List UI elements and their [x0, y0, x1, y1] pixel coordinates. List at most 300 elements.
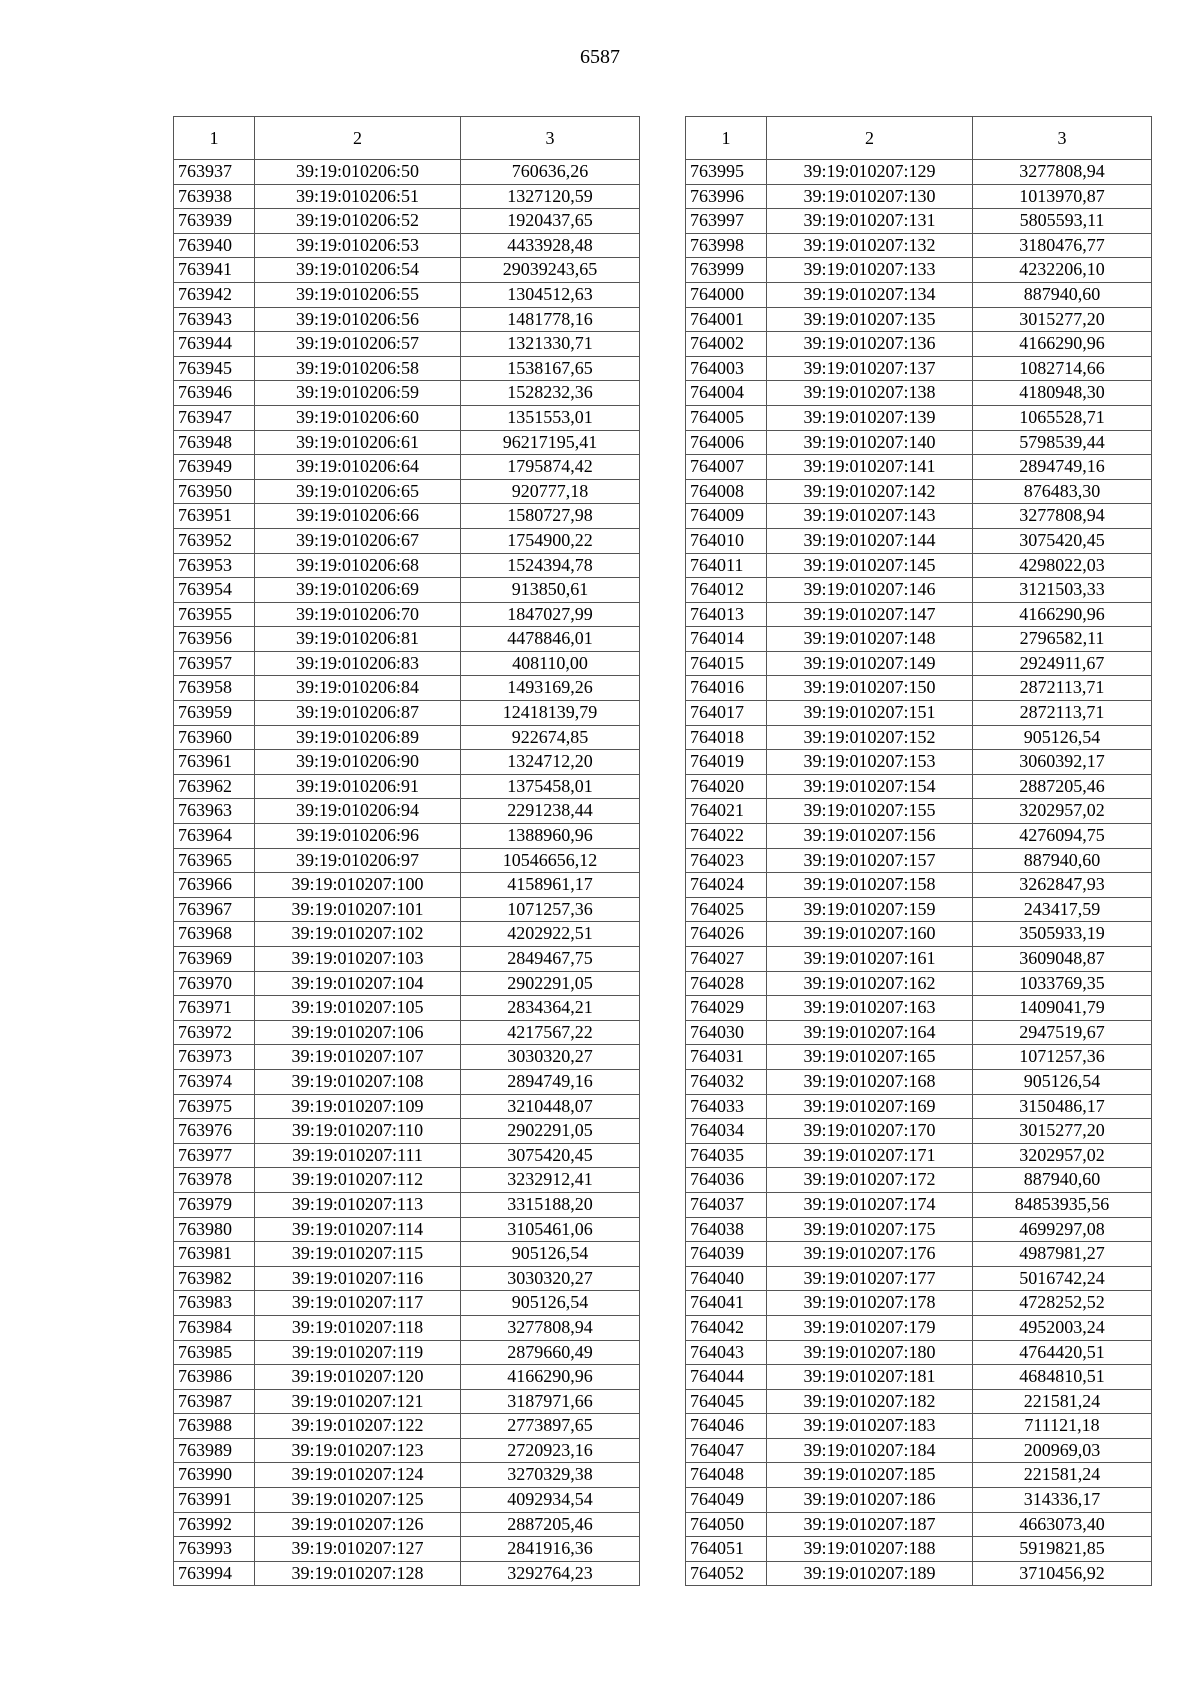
- row-number-cell: 764013: [686, 602, 767, 627]
- value-cell: 1754900,22: [461, 528, 640, 553]
- table-row: [686, 848, 1152, 873]
- row-number-cell: 763984: [174, 1315, 255, 1340]
- value-cell: 3505933,19: [973, 922, 1152, 947]
- cadastral-number-cell: 39:19:010207:156: [767, 824, 973, 849]
- row-number-cell: 764004: [686, 381, 767, 406]
- value-cell: 887940,60: [973, 848, 1152, 873]
- cadastral-number-cell: 39:19:010207:126: [255, 1512, 461, 1537]
- value-cell: 920777,18: [461, 479, 640, 504]
- table-row: [686, 1463, 1152, 1488]
- row-number-cell: 764030: [686, 1020, 767, 1045]
- cadastral-number-cell: 39:19:010207:117: [255, 1291, 461, 1316]
- row-number-cell: 763948: [174, 430, 255, 455]
- cadastral-number-cell: 39:19:010207:165: [767, 1045, 973, 1070]
- table-row: [174, 282, 640, 307]
- cadastral-number-cell: 39:19:010206:89: [255, 725, 461, 750]
- value-cell: 2834364,21: [461, 996, 640, 1021]
- table-row: [686, 307, 1152, 332]
- value-cell: 711121,18: [973, 1414, 1152, 1439]
- row-number-cell: 764045: [686, 1389, 767, 1414]
- row-number-cell: 763965: [174, 848, 255, 873]
- table-row: [686, 504, 1152, 529]
- value-cell: 1304512,63: [461, 282, 640, 307]
- cadastral-number-cell: 39:19:010207:110: [255, 1119, 461, 1144]
- table-row: [174, 1217, 640, 1242]
- cadastral-number-cell: 39:19:010206:90: [255, 750, 461, 775]
- value-cell: 3150486,17: [973, 1094, 1152, 1119]
- cadastral-number-cell: 39:19:010207:178: [767, 1291, 973, 1316]
- row-number-cell: 764012: [686, 578, 767, 603]
- cadastral-number-cell: 39:19:010207:129: [767, 160, 973, 185]
- value-cell: 4166290,96: [973, 602, 1152, 627]
- value-cell: 2887205,46: [461, 1512, 640, 1537]
- value-cell: 2841916,36: [461, 1537, 640, 1562]
- table-row: [686, 1143, 1152, 1168]
- cadastral-number-cell: 39:19:010207:154: [767, 774, 973, 799]
- table-row: [686, 1020, 1152, 1045]
- cadastral-number-cell: 39:19:010206:61: [255, 430, 461, 455]
- table-row: [686, 651, 1152, 676]
- table-row: [686, 1389, 1152, 1414]
- table-row: [686, 1168, 1152, 1193]
- table-row: [686, 1192, 1152, 1217]
- value-cell: 905126,54: [461, 1291, 640, 1316]
- cadastral-number-cell: 39:19:010207:179: [767, 1315, 973, 1340]
- row-number-cell: 763989: [174, 1438, 255, 1463]
- row-number-cell: 764039: [686, 1242, 767, 1267]
- row-number-cell: 763960: [174, 725, 255, 750]
- cadastral-number-cell: 39:19:010206:55: [255, 282, 461, 307]
- table-row: [686, 996, 1152, 1021]
- value-cell: 84853935,56: [973, 1192, 1152, 1217]
- value-cell: 1375458,01: [461, 774, 640, 799]
- cadastral-number-cell: 39:19:010207:144: [767, 528, 973, 553]
- table-row: [174, 799, 640, 824]
- row-number-cell: 763979: [174, 1192, 255, 1217]
- value-cell: 913850,61: [461, 578, 640, 603]
- value-cell: 4663073,40: [973, 1512, 1152, 1537]
- cadastral-number-cell: 39:19:010207:169: [767, 1094, 973, 1119]
- table-row: [174, 848, 640, 873]
- table-row: [174, 1438, 640, 1463]
- cadastral-number-cell: 39:19:010206:51: [255, 184, 461, 209]
- value-cell: 876483,30: [973, 479, 1152, 504]
- value-cell: 3121503,33: [973, 578, 1152, 603]
- value-cell: 4166290,96: [973, 332, 1152, 357]
- table-row: [174, 824, 640, 849]
- cadastral-number-cell: 39:19:010206:94: [255, 799, 461, 824]
- row-number-cell: 764006: [686, 430, 767, 455]
- cadastral-number-cell: 39:19:010207:161: [767, 947, 973, 972]
- row-number-cell: 763937: [174, 160, 255, 185]
- cadastral-number-cell: 39:19:010207:157: [767, 848, 973, 873]
- table-row: [686, 258, 1152, 283]
- value-cell: 3232912,41: [461, 1168, 640, 1193]
- value-cell: 3202957,02: [973, 1143, 1152, 1168]
- value-cell: 408110,00: [461, 651, 640, 676]
- row-number-cell: 763997: [686, 209, 767, 234]
- table-row: [174, 160, 640, 185]
- table-row: [686, 1512, 1152, 1537]
- row-number-cell: 764020: [686, 774, 767, 799]
- cadastral-number-cell: 39:19:010207:102: [255, 922, 461, 947]
- row-number-cell: 763951: [174, 504, 255, 529]
- value-cell: 3277808,94: [461, 1315, 640, 1340]
- value-cell: 1528232,36: [461, 381, 640, 406]
- table-row: [174, 1414, 640, 1439]
- cadastral-number-cell: 39:19:010206:54: [255, 258, 461, 283]
- table-row: [174, 1561, 640, 1586]
- row-number-cell: 764000: [686, 282, 767, 307]
- cadastral-number-cell: 39:19:010207:171: [767, 1143, 973, 1168]
- cadastral-number-cell: 39:19:010207:121: [255, 1389, 461, 1414]
- cadastral-number-cell: 39:19:010207:185: [767, 1463, 973, 1488]
- table-row: [174, 774, 640, 799]
- value-cell: 4166290,96: [461, 1365, 640, 1390]
- table-row: [174, 258, 640, 283]
- row-number-cell: 764048: [686, 1463, 767, 1488]
- table-row: [686, 1069, 1152, 1094]
- value-cell: 4764420,51: [973, 1340, 1152, 1365]
- table-row: [686, 184, 1152, 209]
- row-number-cell: 763980: [174, 1217, 255, 1242]
- cadastral-number-cell: 39:19:010207:176: [767, 1242, 973, 1267]
- cadastral-number-cell: 39:19:010206:96: [255, 824, 461, 849]
- row-number-cell: 763970: [174, 971, 255, 996]
- value-cell: 3277808,94: [973, 504, 1152, 529]
- cadastral-number-cell: 39:19:010206:84: [255, 676, 461, 701]
- table-row: [686, 381, 1152, 406]
- value-cell: 4232206,10: [973, 258, 1152, 283]
- row-number-cell: 764021: [686, 799, 767, 824]
- value-cell: 3030320,27: [461, 1266, 640, 1291]
- cadastral-number-cell: 39:19:010207:109: [255, 1094, 461, 1119]
- cadastral-number-cell: 39:19:010207:186: [767, 1488, 973, 1513]
- row-number-cell: 763956: [174, 627, 255, 652]
- cadastral-number-cell: 39:19:010206:59: [255, 381, 461, 406]
- cadastral-number-cell: 39:19:010206:68: [255, 553, 461, 578]
- row-number-cell: 764037: [686, 1192, 767, 1217]
- cadastral-number-cell: 39:19:010207:160: [767, 922, 973, 947]
- row-number-cell: 764031: [686, 1045, 767, 1070]
- cadastral-number-cell: 39:19:010206:83: [255, 651, 461, 676]
- row-number-cell: 764040: [686, 1266, 767, 1291]
- table-row: [174, 1266, 640, 1291]
- table-row: [174, 1143, 640, 1168]
- value-cell: 3075420,45: [973, 528, 1152, 553]
- cadastral-number-cell: 39:19:010207:124: [255, 1463, 461, 1488]
- table-row: [686, 430, 1152, 455]
- row-number-cell: 763952: [174, 528, 255, 553]
- row-number-cell: 764033: [686, 1094, 767, 1119]
- cadastral-number-cell: 39:19:010207:147: [767, 602, 973, 627]
- row-number-cell: 764032: [686, 1069, 767, 1094]
- row-number-cell: 763938: [174, 184, 255, 209]
- table-row: [174, 1537, 640, 1562]
- cadastral-number-cell: 39:19:010207:189: [767, 1561, 973, 1586]
- value-cell: 2894749,16: [461, 1069, 640, 1094]
- value-cell: 3202957,02: [973, 799, 1152, 824]
- row-number-cell: 763946: [174, 381, 255, 406]
- table-row: [174, 1069, 640, 1094]
- cadastral-number-cell: 39:19:010207:150: [767, 676, 973, 701]
- value-cell: 2902291,05: [461, 971, 640, 996]
- row-number-cell: 764027: [686, 947, 767, 972]
- cadastral-number-cell: 39:19:010206:97: [255, 848, 461, 873]
- row-number-cell: 764016: [686, 676, 767, 701]
- cadastral-number-cell: 39:19:010207:130: [767, 184, 973, 209]
- cadastral-number-cell: 39:19:010206:91: [255, 774, 461, 799]
- cadastral-number-cell: 39:19:010206:50: [255, 160, 461, 185]
- cadastral-number-cell: 39:19:010206:53: [255, 233, 461, 258]
- value-cell: 4987981,27: [973, 1242, 1152, 1267]
- value-cell: 2849467,75: [461, 947, 640, 972]
- row-number-cell: 764018: [686, 725, 767, 750]
- row-number-cell: 763940: [174, 233, 255, 258]
- table-row: [174, 1119, 640, 1144]
- table-row: [174, 1192, 640, 1217]
- value-cell: 3187971,66: [461, 1389, 640, 1414]
- cadastral-number-cell: 39:19:010207:175: [767, 1217, 973, 1242]
- cadastral-number-cell: 39:19:010207:115: [255, 1242, 461, 1267]
- row-number-cell: 764028: [686, 971, 767, 996]
- row-number-cell: 763977: [174, 1143, 255, 1168]
- cadastral-number-cell: 39:19:010207:114: [255, 1217, 461, 1242]
- value-cell: 1327120,59: [461, 184, 640, 209]
- value-cell: 1082714,66: [973, 356, 1152, 381]
- cadastral-number-cell: 39:19:010207:104: [255, 971, 461, 996]
- value-cell: 887940,60: [973, 282, 1152, 307]
- table-row: [686, 725, 1152, 750]
- row-number-cell: 764047: [686, 1438, 767, 1463]
- table-row: [686, 1094, 1152, 1119]
- row-number-cell: 763939: [174, 209, 255, 234]
- row-number-cell: 764042: [686, 1315, 767, 1340]
- value-cell: 221581,24: [973, 1463, 1152, 1488]
- cadastral-number-cell: 39:19:010207:135: [767, 307, 973, 332]
- value-cell: 4180948,30: [973, 381, 1152, 406]
- cadastral-number-cell: 39:19:010207:140: [767, 430, 973, 455]
- cadastral-number-cell: 39:19:010207:112: [255, 1168, 461, 1193]
- value-cell: 2924911,67: [973, 651, 1152, 676]
- cadastral-number-cell: 39:19:010206:66: [255, 504, 461, 529]
- row-number-cell: 763982: [174, 1266, 255, 1291]
- cadastral-number-cell: 39:19:010207:180: [767, 1340, 973, 1365]
- value-cell: 3015277,20: [973, 1119, 1152, 1144]
- table-row: [686, 282, 1152, 307]
- row-number-cell: 763941: [174, 258, 255, 283]
- value-cell: 2872113,71: [973, 701, 1152, 726]
- row-number-cell: 763966: [174, 873, 255, 898]
- table-row: [686, 774, 1152, 799]
- table-row: [174, 455, 640, 480]
- column-header: 2: [255, 117, 461, 160]
- value-cell: 1847027,99: [461, 602, 640, 627]
- value-cell: 4298022,03: [973, 553, 1152, 578]
- value-cell: 4684810,51: [973, 1365, 1152, 1390]
- cadastral-number-cell: 39:19:010207:184: [767, 1438, 973, 1463]
- cadastral-number-cell: 39:19:010207:125: [255, 1488, 461, 1513]
- row-number-cell: 764019: [686, 750, 767, 775]
- table-row: [686, 1365, 1152, 1390]
- table-row: [174, 1094, 640, 1119]
- table-row: [174, 405, 640, 430]
- row-number-cell: 763943: [174, 307, 255, 332]
- row-number-cell: 763998: [686, 233, 767, 258]
- value-cell: 3262847,93: [973, 873, 1152, 898]
- table-row: [686, 479, 1152, 504]
- row-number-cell: 764034: [686, 1119, 767, 1144]
- row-number-cell: 763978: [174, 1168, 255, 1193]
- table-row: [686, 873, 1152, 898]
- row-number-cell: 763972: [174, 1020, 255, 1045]
- cadastral-number-cell: 39:19:010207:143: [767, 504, 973, 529]
- row-number-cell: 764024: [686, 873, 767, 898]
- table-row: [174, 1389, 640, 1414]
- cadastral-number-cell: 39:19:010206:60: [255, 405, 461, 430]
- row-number-cell: 763964: [174, 824, 255, 849]
- value-cell: 3292764,23: [461, 1561, 640, 1586]
- table-row: [174, 233, 640, 258]
- value-cell: 3075420,45: [461, 1143, 640, 1168]
- cadastral-number-cell: 39:19:010207:119: [255, 1340, 461, 1365]
- value-cell: 2947519,67: [973, 1020, 1152, 1045]
- table-header-row: [686, 117, 1152, 160]
- value-cell: 3609048,87: [973, 947, 1152, 972]
- value-cell: 4202922,51: [461, 922, 640, 947]
- row-number-cell: 763958: [174, 676, 255, 701]
- row-number-cell: 764050: [686, 1512, 767, 1537]
- table-row: [686, 971, 1152, 996]
- value-cell: 905126,54: [461, 1242, 640, 1267]
- value-cell: 4092934,54: [461, 1488, 640, 1513]
- cadastral-number-cell: 39:19:010207:183: [767, 1414, 973, 1439]
- table-row: [686, 750, 1152, 775]
- value-cell: 2291238,44: [461, 799, 640, 824]
- row-number-cell: 764041: [686, 1291, 767, 1316]
- cadastral-number-cell: 39:19:010206:52: [255, 209, 461, 234]
- cadastral-number-cell: 39:19:010206:87: [255, 701, 461, 726]
- row-number-cell: 764025: [686, 897, 767, 922]
- table-row: [686, 1315, 1152, 1340]
- row-number-cell: 763955: [174, 602, 255, 627]
- value-cell: 3210448,07: [461, 1094, 640, 1119]
- cadastral-number-cell: 39:19:010207:182: [767, 1389, 973, 1414]
- table-row: [174, 307, 640, 332]
- cadastral-number-cell: 39:19:010207:187: [767, 1512, 973, 1537]
- row-number-cell: 764023: [686, 848, 767, 873]
- cadastral-number-cell: 39:19:010207:164: [767, 1020, 973, 1045]
- table-row: [686, 233, 1152, 258]
- table-row: [686, 1266, 1152, 1291]
- table-row: [686, 405, 1152, 430]
- cadastral-number-cell: 39:19:010206:69: [255, 578, 461, 603]
- value-cell: 4433928,48: [461, 233, 640, 258]
- row-number-cell: 763944: [174, 332, 255, 357]
- table-row: [174, 1045, 640, 1070]
- cadastral-number-cell: 39:19:010207:116: [255, 1266, 461, 1291]
- value-cell: 2879660,49: [461, 1340, 640, 1365]
- cadastral-number-cell: 39:19:010207:168: [767, 1069, 973, 1094]
- cadastral-number-cell: 39:19:010207:106: [255, 1020, 461, 1045]
- table-row: [686, 627, 1152, 652]
- cadastral-number-cell: 39:19:010207:172: [767, 1168, 973, 1193]
- table-row: [174, 479, 640, 504]
- row-number-cell: 763993: [174, 1537, 255, 1562]
- row-number-cell: 764038: [686, 1217, 767, 1242]
- row-number-cell: 764011: [686, 553, 767, 578]
- cadastral-number-cell: 39:19:010207:141: [767, 455, 973, 480]
- row-number-cell: 764002: [686, 332, 767, 357]
- row-number-cell: 763962: [174, 774, 255, 799]
- table-row: [174, 1512, 640, 1537]
- row-number-cell: 764001: [686, 307, 767, 332]
- row-number-cell: 763942: [174, 282, 255, 307]
- value-cell: 3710456,92: [973, 1561, 1152, 1586]
- value-cell: 2872113,71: [973, 676, 1152, 701]
- table-row: [174, 873, 640, 898]
- row-number-cell: 763957: [174, 651, 255, 676]
- value-cell: 3030320,27: [461, 1045, 640, 1070]
- value-cell: 1524394,78: [461, 553, 640, 578]
- value-cell: 922674,85: [461, 725, 640, 750]
- cadastral-number-cell: 39:19:010207:137: [767, 356, 973, 381]
- value-cell: 1033769,35: [973, 971, 1152, 996]
- row-number-cell: 763975: [174, 1094, 255, 1119]
- table-row: [174, 553, 640, 578]
- row-number-cell: 763996: [686, 184, 767, 209]
- cadastral-number-cell: 39:19:010207:149: [767, 651, 973, 676]
- table-row: [686, 1119, 1152, 1144]
- row-number-cell: 764044: [686, 1365, 767, 1390]
- row-number-cell: 764035: [686, 1143, 767, 1168]
- row-number-cell: 764043: [686, 1340, 767, 1365]
- row-number-cell: 763959: [174, 701, 255, 726]
- row-number-cell: 764010: [686, 528, 767, 553]
- table-row: [174, 332, 640, 357]
- cadastral-number-cell: 39:19:010207:136: [767, 332, 973, 357]
- cadastral-number-cell: 39:19:010207:100: [255, 873, 461, 898]
- table-row: [174, 627, 640, 652]
- cadastral-number-cell: 39:19:010207:162: [767, 971, 973, 996]
- value-cell: 2887205,46: [973, 774, 1152, 799]
- table-row: [174, 725, 640, 750]
- value-cell: 3270329,38: [461, 1463, 640, 1488]
- value-cell: 5919821,85: [973, 1537, 1152, 1562]
- table-row: [174, 356, 640, 381]
- table-row: [686, 799, 1152, 824]
- table-header-row: [174, 117, 640, 160]
- value-cell: 2720923,16: [461, 1438, 640, 1463]
- cadastral-number-cell: 39:19:010207:134: [767, 282, 973, 307]
- row-number-cell: 764003: [686, 356, 767, 381]
- value-cell: 905126,54: [973, 725, 1152, 750]
- row-number-cell: 764009: [686, 504, 767, 529]
- row-number-cell: 763999: [686, 258, 767, 283]
- row-number-cell: 763953: [174, 553, 255, 578]
- row-number-cell: 763950: [174, 479, 255, 504]
- column-header: 3: [461, 117, 640, 160]
- cadastral-number-cell: 39:19:010207:170: [767, 1119, 973, 1144]
- cadastral-number-cell: 39:19:010207:122: [255, 1414, 461, 1439]
- value-cell: 1920437,65: [461, 209, 640, 234]
- table-row: [686, 701, 1152, 726]
- table-row: [174, 1242, 640, 1267]
- row-number-cell: 763947: [174, 405, 255, 430]
- value-cell: 4478846,01: [461, 627, 640, 652]
- value-cell: 4952003,24: [973, 1315, 1152, 1340]
- table-row: [174, 971, 640, 996]
